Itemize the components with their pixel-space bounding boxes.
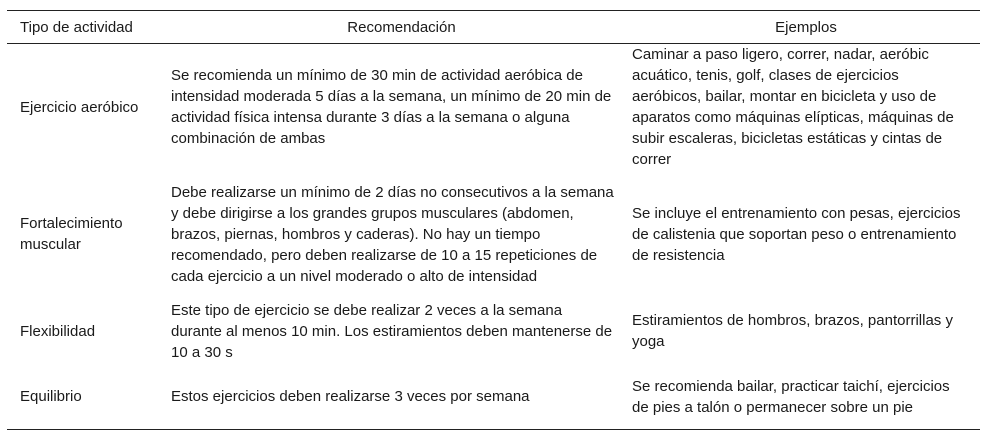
cell-recommendation: Debe realizarse un mínimo de 2 días no consecutivos a la semana y debe dirigirse a los grandes grupos musculares (abdomen, brazos, piernas, hombros y caderas). No hay un tiempo recomendado, pero deben realizarse de 10 a 15 repeticiones de cada ejercicio a un nivel moderado o alto de intensidad <box>171 183 614 285</box>
cell-recommendation: Se recomienda un mínimo de 30 min de actividad aeróbica de intensidad moderada 5 días a la semana, un mínimo de 20 min de actividad física intensa durante 3 días a la semana o alguna combinación de ambas <box>171 67 612 147</box>
cell-activity-type: Equilibrio <box>20 388 82 405</box>
header-activity-type: Tipo de actividad <box>20 18 133 36</box>
cell-activity-type: Ejercicio aeróbico <box>20 98 139 116</box>
cell-examples: Caminar a paso ligero, correr, nadar, aeróbic acuático, tenis, golf, clases de ejercicios aeróbicos, bailar, montar en bicicleta y uso de aparatos como máquinas elípticas, máquinas de subir escaleras, bicicletas estáticas y cintas de correr <box>632 46 954 168</box>
cell-examples: Estiramientos de hombros, brazos, pantorrillas y yoga <box>632 312 953 350</box>
activity-recommendations-table <box>7 10 980 430</box>
cell-examples: Se incluye el entrenamiento con pesas, ejercicios de calistenia que soportan peso o entrenamiento de resistencia <box>632 204 961 264</box>
header-examples: Ejemplos <box>775 18 837 36</box>
table-header-row <box>7 11 980 44</box>
cell-recommendation: Este tipo de ejercicio se debe realizar 2 veces a la semana durante al menos 10 min. Los estiramientos deben mantenerse de 10 a 30 s <box>171 301 613 361</box>
table-row <box>7 364 980 430</box>
cell-recommendation: Estos ejercicios deben realizarse 3 veces por semana <box>171 388 530 405</box>
table-row <box>7 298 980 364</box>
cell-activity-type: Fortalecimiento muscular <box>20 215 123 253</box>
header-recommendation: Recomendación <box>347 18 456 36</box>
cell-activity-type: Flexibilidad <box>20 322 96 340</box>
table-row <box>7 44 980 171</box>
cell-examples: Se recomienda bailar, practicar taichí, ejercicios de pies a talón o permanecer sobre un pie <box>632 377 950 416</box>
table-row <box>7 170 980 298</box>
